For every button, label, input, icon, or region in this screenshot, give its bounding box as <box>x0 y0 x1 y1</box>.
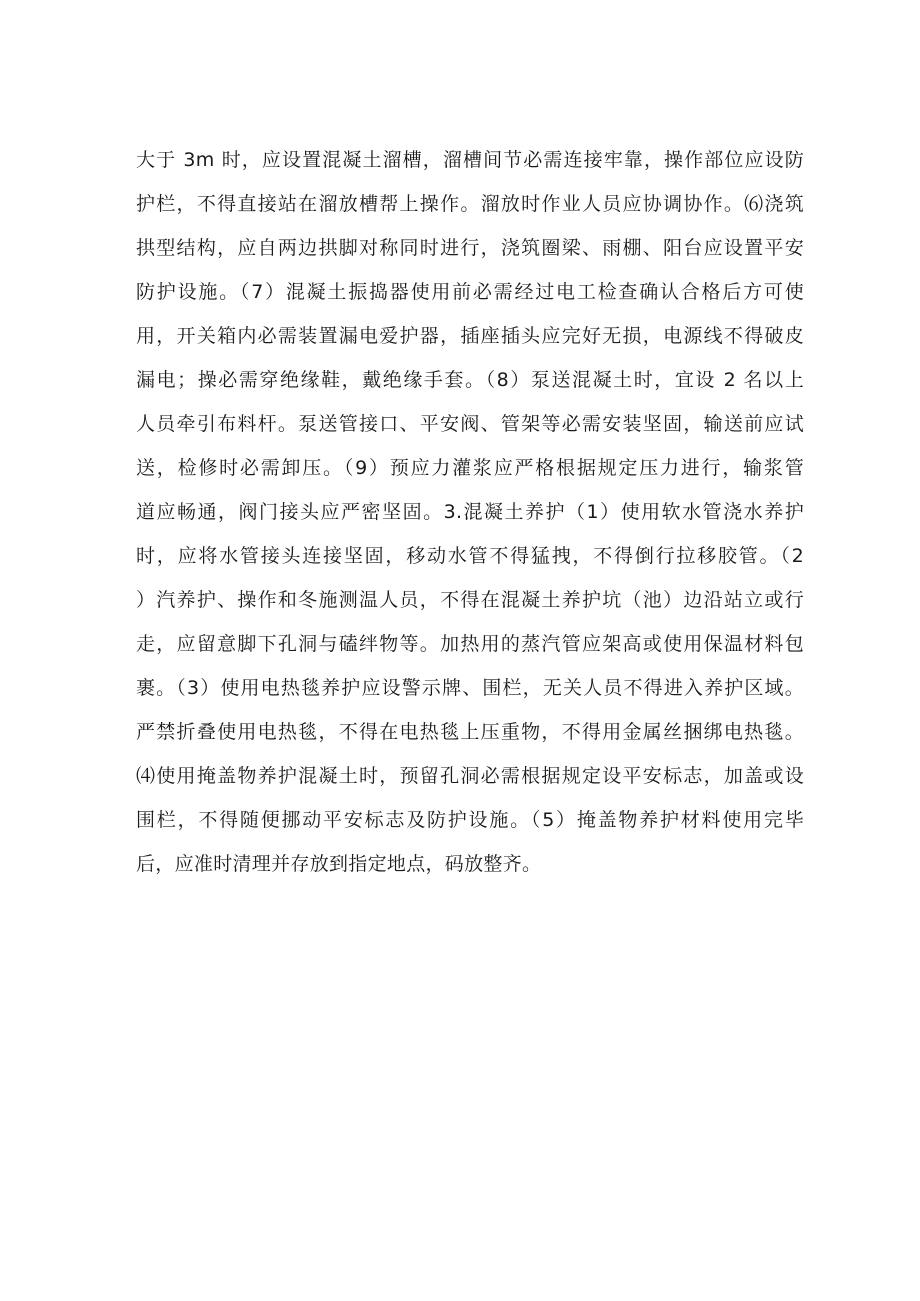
text-line: 护栏，不得直接站在溜放槽帮上操作。溜放时作业人员应协调协作。⑹浇筑 <box>136 193 804 215</box>
text-line: 防护设施。（7）混凝土振捣器使用前必需经过电工检查确认合格后方可使 <box>136 281 804 303</box>
text-line: 裹。（3）使用电热毯养护应设警示牌、围栏，无关人员不得进入养护区域。 <box>136 677 804 699</box>
text-line: 用，开关箱内必需装置漏电爱护器，插座插头应完好无损，电源线不得破皮 <box>136 325 804 347</box>
text-line: 时，应将水管接头连接坚固，移动水管不得猛拽，不得倒行拉移胶管。（2 <box>136 545 804 567</box>
text-line: 围栏，不得随便挪动平安标志及防护设施。（5）掩盖物养护材料使用完毕 <box>136 809 804 831</box>
text-line: 人员牵引布料杆。泵送管接口、平安阀、管架等必需安装坚固，输送前应试 <box>136 413 804 435</box>
text-line: ⑷使用掩盖物养护混凝土时，预留孔洞必需根据规定设平安标志，加盖或设 <box>136 765 804 787</box>
text-line: 拱型结构，应自两边拱脚对称同时进行，浇筑圈梁、雨棚、阳台应设置平安 <box>136 237 804 259</box>
text-line: 后，应准时清理并存放到指定地点，码放整齐。 <box>136 853 542 875</box>
text-line: 送，检修时必需卸压。（9）预应力灌浆应严格根据规定压力进行，输浆管 <box>136 457 804 479</box>
text-line: 大于 3m 时，应设置混凝土溜槽，溜槽间节必需连接牢靠，操作部位应设防 <box>136 149 804 171</box>
text-line: ）汽养护、操作和冬施测温人员，不得在混凝土养护坑（池）边沿站立或行 <box>136 589 804 611</box>
text-line: 走，应留意脚下孔洞与磕绊物等。加热用的蒸汽管应架高或使用保温材料包 <box>136 633 804 655</box>
text-line: 漏电；操必需穿绝缘鞋，戴绝缘手套。（8）泵送混凝土时，宜设 2 名以上 <box>136 369 804 391</box>
body-paragraph <box>136 138 804 886</box>
text-line: 道应畅通，阀门接头应严密坚固。3.混凝土养护（1）使用软水管浇水养护 <box>136 501 804 523</box>
text-line: 严禁折叠使用电热毯，不得在电热毯上压重物，不得用金属丝捆绑电热毯。 <box>136 721 804 743</box>
